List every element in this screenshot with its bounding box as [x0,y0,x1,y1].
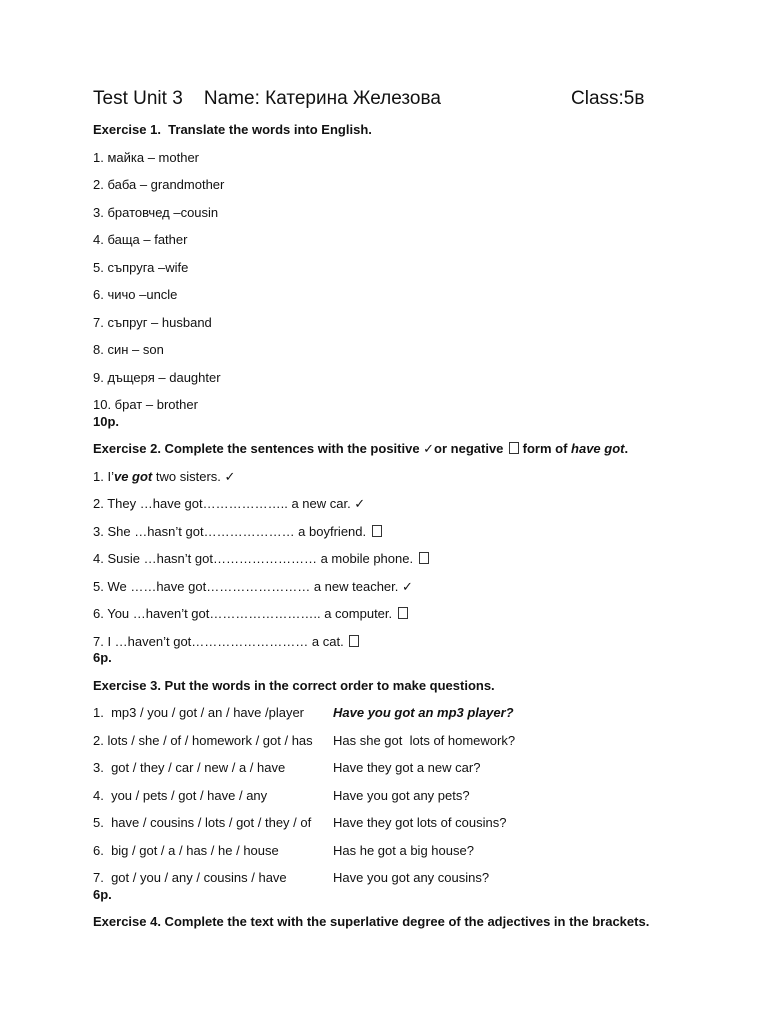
exercise2-heading-part: form of [519,441,572,456]
exercise1-item: 7. съпруг – husband [93,314,212,330]
exercise3-heading: Exercise 3. Put the words in the correct order to make questions. [93,677,495,693]
exercise3-item [93,815,713,831]
exercise3-scrambled-words: 6. big / got / a / has / he / house [93,842,279,858]
exercise2-item-part: two sisters. ✓ [152,468,236,484]
exercise2-item [93,634,713,650]
exercise3-item [93,843,713,859]
exercise2-heading-emphasis: have got [571,441,625,456]
exercise2-item [93,524,713,540]
missing-glyph-icon [398,607,408,619]
exercise2-item-text: 2. They …have got……………….. a new car. ✓ [93,496,366,511]
exercise3-scrambled-words: 4. you / pets / got / have / any [93,787,268,803]
exercise2-item-text: 4. Susie …hasn’t got…………………… a mobile phone. [93,551,417,566]
exercise3-item [93,705,713,721]
exercise3-item [93,870,713,886]
student-name: Катерина Железова [265,88,441,109]
exercise3-item [93,760,713,776]
exercise2-score: 6p. [93,650,112,665]
exercise3-scrambled-words: 5. have / cousins / lots / got / they / of [93,815,312,830]
exercise2-item-part: 1. I’ [93,468,114,484]
exercise3-answer: Has she got lots of homework? [333,732,516,748]
exercise1-item: 5. съпруга –wife [93,259,189,275]
exercise3-example-answer: Have you got an mp3 player? [333,705,514,720]
exercise1-heading: Exercise 1. Translate the words into English. [93,122,372,137]
exercise1-item: 4. баща – father [93,232,188,247]
exercise2-item-text: 6. You …haven’t got…………………….. a computer. [93,606,396,621]
exercise2-item-text: 7. I …haven’t got……………………… a cat. [93,633,348,649]
exercise4-heading: Exercise 4. Complete the text with the superlative degree of the adjectives in the brackets. [93,914,650,929]
exercise3-answer: Have you got any cousins? [333,870,490,885]
missing-glyph-icon [349,635,359,647]
class-label: Class:5в [571,88,645,109]
exercise2-heading-part: Exercise 2. Complete the sentences with the positive ✓or negative [93,441,508,456]
missing-glyph-icon [509,442,519,454]
exercise3-answer: Have they got a new car? [333,760,481,775]
exercise3-scrambled-words: 7. got / you / any / cousins / have [93,870,287,885]
exercise2-item [93,496,713,512]
exercise1-item: 8. син – son [93,342,164,357]
exercise3-scrambled-words: 3. got / they / car / new / a / have [93,760,286,775]
exercise2-item [93,579,713,595]
missing-glyph-icon [419,552,429,564]
exercise3-score: 6p. [93,886,112,902]
exercise2-heading [93,441,713,457]
exercise3-item [93,733,713,749]
exercise1-item: 2. баба – grandmother [93,177,225,192]
exercise1-item: 9. дъщеря – daughter [93,369,221,385]
exercise1-score: 10p. [93,413,120,429]
exercise2-item [93,551,713,567]
exercise3-answer: Has he got a big house? [333,842,474,858]
test-content [93,122,713,942]
test-title: Test Unit 3 [93,88,183,109]
exercise2-item [93,469,713,485]
test-header [93,86,653,112]
exercise2-item [93,606,713,622]
exercise2-item-text: 3. She …hasn’t got………………… a boyfriend. [93,523,370,539]
name-label: Name: [203,88,260,109]
exercise1-item: 10. брат – brother [93,397,198,412]
exercise3-item [93,788,713,804]
exercise3-answer: Have they got lots of cousins? [333,815,507,830]
exercise2-item-text: 5. We ……have got…………………… a new teacher. ✓ [93,578,413,594]
exercise1-item: 3. братовчед –cousin [93,204,219,220]
exercise2-heading-part: . [624,441,629,456]
missing-glyph-icon [372,525,382,537]
exercise1-item: 6. чичо –uncle [93,287,178,302]
exercise3-scrambled-words: 1. mp3 / you / got / an / have /player [93,705,305,720]
exercise2-example-answer: ve got [113,468,153,484]
exercise1-item: 1. майка – mother [93,149,199,165]
exercise3-answer: Have you got any pets? [333,787,470,803]
exercise3-scrambled-words: 2. lots / she / of / homework / got / has [93,732,313,748]
